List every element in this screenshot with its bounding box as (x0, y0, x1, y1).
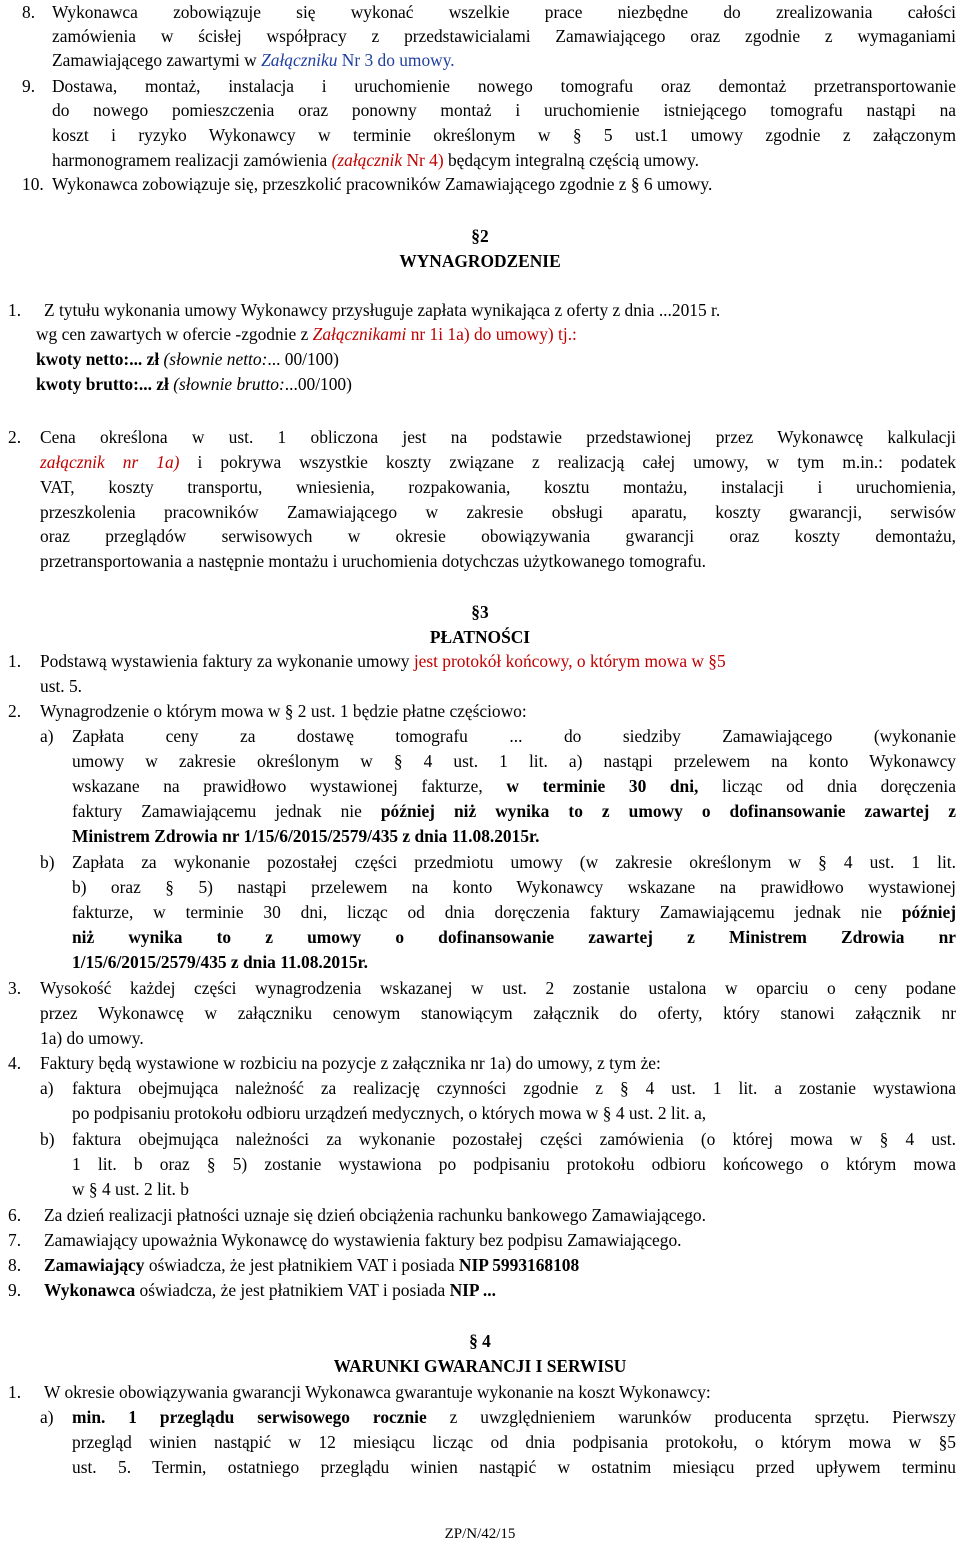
item-number: 2. (8, 701, 22, 721)
item-number: 1. (8, 300, 22, 320)
item-text: harmonogramem realizacji zamówienia (załącznik Nr 4) będącym integralną częścią umowy. (52, 150, 699, 170)
item-text: wg cen zawartych w ofercie -zgodnie z Załącznikami nr 1i 1a) do umowy) tj.: (36, 324, 577, 344)
item-text: Z tytułu wykonania umowy Wykonawcy przysługuje zapłata wynikająca z oferty z dnia ...2015 r. (44, 300, 721, 320)
section-title: WYNAGRODZENIE (399, 251, 561, 271)
item-text: koszt i ryzyko Wykonawcy w terminie określonym w § 5 ust.1 umowy zgodnie z załączonym (52, 125, 956, 145)
item-number: 3. (8, 978, 22, 998)
item-text: zamówienia w ścisłej współpracy z przedstawicialami Zamawiającego oraz zgodnie z wymaganiami (52, 26, 956, 46)
section-number: §2 (471, 226, 489, 246)
item-number: 9. (22, 76, 36, 96)
item-number: 2. (8, 427, 22, 447)
item-number: 6. (8, 1205, 22, 1225)
item-number: 9. (8, 1280, 22, 1300)
page-footer-reference: ZP/N/42/15 (444, 1526, 516, 1542)
item-text: załącznik nr 1a) i pokrywa wszystkie koszty związane z realizacją całej umowy, w tym m.in.: podatek (40, 452, 956, 472)
section-title: WARUNKI GWARANCJI I SERWISU (333, 1356, 627, 1376)
item-number: 4. (8, 1053, 22, 1073)
item-text: Dostawa, montaż, instalacja i uruchomienie nowego tomografu oraz demontaż przetransportowanie (52, 76, 956, 96)
item-text: Podstawą wystawienia faktury za wykonanie umowy jest protokół końcowy, o którym mowa w §5 (40, 651, 726, 671)
section-number: §3 (471, 602, 489, 622)
item-number: 7. (8, 1230, 22, 1250)
item-text: do nowego pomieszczenia oraz ponowny montaż i uruchomienie istniejącego tomografu nastąpi na (52, 100, 956, 120)
item-number: 1. (8, 1382, 22, 1402)
section-title: PŁATNOŚCI (429, 627, 531, 647)
section-number: § 4 (469, 1331, 491, 1351)
item-text: Wykonawca zobowiązuje się wykonać wszelkie prace niezbędne do zrealizowania całości (52, 2, 956, 22)
attachment-ref: Załączniku (261, 50, 338, 70)
item-number: 8. (8, 1255, 22, 1275)
item-text: Cena określona w ust. 1 obliczona jest na podstawie przedstawionej przez Wykonawcę kalkulacji (40, 427, 956, 447)
item-text: Zamawiającego zawartymi w Załączniku Nr 3 do umowy. (52, 50, 455, 70)
item-number: 1. (8, 651, 22, 671)
item-number: 10. (22, 174, 44, 194)
item-number: 8. (22, 2, 36, 22)
item-text: Wykonawca zobowiązuje się, przeszkolić pracowników Zamawiającego zgodnie z § 6 umowy. (52, 174, 713, 194)
